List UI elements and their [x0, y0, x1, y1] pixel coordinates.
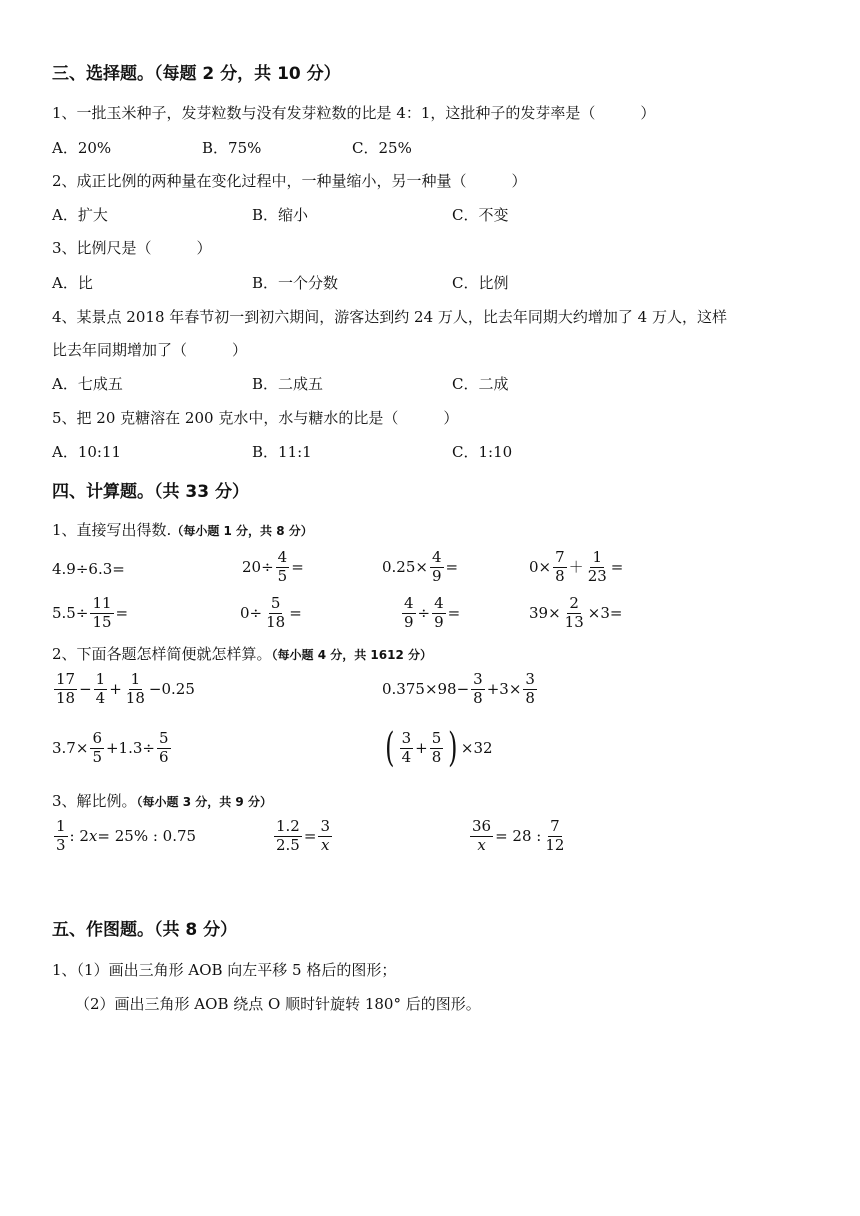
question-4-option-a: A．七成五: [52, 375, 123, 393]
direct-calc-7-fraction-1: [402, 596, 416, 631]
right-parenthesis: ): [448, 725, 458, 771]
question-2-stem: 2、成正比例的两种量在变化过程中，一种量缩小，另一种量（ ）: [52, 172, 527, 190]
direct-calc-3-equals: =: [445, 557, 459, 576]
calc-part-3-label: 3、解比例。: [52, 792, 137, 810]
fraction-numerator: 17: [56, 670, 76, 688]
fraction-numerator: 1: [130, 670, 141, 688]
fraction-numerator: 5: [431, 728, 442, 747]
fraction-numerator: 1: [592, 548, 602, 566]
drawing-task-line-1: 1、（1）画出三角形 AOB 向左平移 5 格后的图形；: [52, 961, 397, 979]
fraction-numerator: 2: [569, 594, 579, 612]
fraction-denominator: 5: [277, 566, 288, 585]
direct-calc-6-fraction: [264, 596, 287, 631]
question-5-option-a: A．10:11: [52, 443, 122, 461]
fraction-denominator: 9: [404, 612, 414, 631]
equals-sign: =: [303, 826, 317, 845]
fraction-numerator: 1: [56, 817, 66, 835]
calc-part-1-note: （每小题 1 分，共 8 分）: [171, 524, 313, 538]
simplify-c-middle: +1.3÷: [105, 738, 155, 757]
direct-calc-2-fraction: [276, 550, 290, 585]
simplify-c-fraction-2: [157, 731, 171, 766]
question-1-option-b: B．75%: [202, 139, 262, 157]
direct-calc-1-text: 4.9÷6.3=: [52, 560, 125, 578]
direct-calc-5: [52, 596, 128, 631]
fraction-numerator: 7: [555, 548, 565, 566]
direct-calc-8-suffix: ×3=: [587, 603, 623, 622]
calc-part-3-note: （每小题 3 分，共 9 分）: [136, 795, 272, 809]
question-1-option-c: C．25%: [352, 139, 412, 157]
question-4-stem-line-2: 比去年同期增加了（ ）: [52, 341, 248, 359]
fraction-denominator: 12: [545, 835, 565, 854]
fraction-denominator: 3: [56, 835, 66, 854]
question-1-stem: 1、一批玉米种子，发芽粒数与没有发芽粒数的比是 4：1，这批种子的发芽率是（ ）: [52, 104, 656, 122]
fraction-denominator: 23: [587, 566, 607, 585]
question-2-option-a: A．扩大: [52, 206, 108, 224]
question-2-option-b: B．缩小: [252, 206, 309, 224]
question-3-option-a: A．比: [52, 274, 93, 292]
fraction-denominator: 18: [266, 612, 286, 631]
direct-calc-6: [240, 596, 302, 631]
proportion-c-fraction-2: [543, 819, 566, 854]
direct-calc-2-prefix: 20÷: [242, 557, 274, 576]
divide-operator: ÷: [417, 603, 431, 622]
direct-calc-1: [52, 562, 125, 577]
simplify-calc-d: [382, 725, 493, 771]
simplify-a-tail: −0.25: [148, 679, 195, 698]
simplify-a-fraction-1: [54, 672, 77, 707]
proportion-b-fraction-1: [274, 819, 302, 854]
simplify-b-fraction-1: [471, 672, 485, 707]
direct-calc-7: [400, 596, 460, 631]
direct-calc-8: [529, 596, 622, 631]
calc-part-1-label: 1、直接写出得数.: [52, 521, 172, 539]
proportion-c-fraction-1: [470, 819, 493, 854]
fraction-numerator: 3: [401, 728, 412, 747]
simplify-d-fraction-2: [430, 728, 444, 766]
fraction-denominator: 15: [92, 612, 112, 631]
simplify-b-prefix: 0.375×98−: [382, 679, 470, 698]
fraction-numerator: 4: [431, 548, 442, 566]
proportion-c: [468, 819, 568, 854]
proportion-a-ratio: : 2: [69, 826, 89, 845]
simplify-calc-a: [52, 672, 195, 707]
fraction-numerator: 36: [472, 817, 492, 835]
left-parenthesis: (: [385, 725, 395, 771]
variable-x: x: [88, 826, 98, 845]
simplify-d-fraction-1: [400, 728, 414, 766]
proportion-a-fraction: [54, 819, 68, 854]
direct-calc-2-equals: =: [291, 557, 304, 576]
calc-part-3-title: [52, 794, 272, 809]
plus-operator: +: [415, 738, 428, 757]
minus-operator: −: [79, 679, 92, 698]
proportion-a: [52, 819, 196, 854]
fraction-numerator: 7: [550, 817, 560, 835]
fraction-denominator: 13: [564, 612, 584, 631]
simplify-a-fraction-3: [124, 672, 147, 707]
fraction-numerator: 4: [277, 548, 288, 566]
question-1-option-a: A．20%: [52, 139, 112, 157]
calc-part-2-label: 2、下面各题怎样简便就怎样算。: [52, 645, 272, 663]
direct-calc-6-equals: =: [289, 603, 302, 622]
simplify-c-fraction-1: [90, 731, 104, 766]
simplify-calc-c: [52, 731, 173, 766]
fraction-denominator: 8: [431, 747, 442, 766]
simplify-b-middle: +3×: [486, 679, 522, 698]
fraction-denominator: 6: [158, 747, 169, 766]
proportion-a-rhs: = 25% : 0.75: [97, 826, 197, 845]
section-5-heading: 五、作图题。（共 8 分）: [52, 920, 238, 940]
direct-calc-4: [529, 550, 623, 585]
fraction-numerator: 5: [158, 729, 169, 747]
fraction-denominator: 9: [431, 566, 442, 585]
question-5-option-c: C．1:10: [452, 443, 513, 461]
fraction-numerator: 1: [95, 670, 106, 688]
direct-calc-4-equals: =: [610, 557, 624, 576]
fraction-numerator: 1.2: [276, 817, 300, 835]
fraction-denominator: 9: [434, 612, 444, 631]
direct-calc-7-equals: =: [447, 603, 461, 622]
calc-part-2-title: [52, 647, 432, 662]
direct-calc-4-fraction-2: [586, 550, 609, 585]
direct-calc-4-prefix: 0×: [529, 557, 552, 576]
fraction-denominator: 8: [525, 688, 535, 707]
section-3-heading: 三、选择题。（每题 2 分，共 10 分）: [52, 64, 341, 84]
direct-calc-7-fraction-2: [432, 596, 446, 631]
fraction-denominator: 2.5: [276, 835, 300, 854]
plus-operator: ＋: [568, 557, 584, 576]
plus-operator: +: [109, 679, 122, 698]
direct-calc-5-prefix: 5.5÷: [52, 603, 89, 622]
fraction-numerator: 3: [473, 670, 483, 688]
direct-calc-3-fraction: [430, 550, 444, 585]
question-5-option-b: B．11:1: [252, 443, 312, 461]
calc-part-1-title: [52, 523, 313, 538]
fraction-denominator: 18: [125, 688, 145, 707]
question-4-option-b: B．二成五: [252, 375, 324, 393]
fraction-denominator: 8: [473, 688, 483, 707]
question-4-option-c: C．二成: [452, 375, 509, 393]
question-2-option-c: C．不变: [452, 206, 509, 224]
question-5-stem: 5、把 20 克糖溶在 200 克水中，水与糖水的比是（ ）: [52, 409, 459, 427]
direct-calc-6-prefix: 0÷: [240, 603, 263, 622]
fraction-numerator: 3: [320, 817, 330, 835]
fraction-numerator: 4: [404, 594, 414, 612]
direct-calc-8-fraction: [563, 596, 586, 631]
question-3-stem: 3、比例尺是（ ）: [52, 239, 212, 257]
fraction-denominator: 18: [56, 688, 76, 707]
fraction-denominator: x: [477, 835, 486, 854]
simplify-calc-b: [382, 672, 539, 707]
section-4-heading: 四、计算题。（共 33 分）: [52, 482, 249, 502]
fraction-denominator: 4: [401, 747, 412, 766]
fraction-numerator: 6: [92, 729, 102, 747]
question-4-stem-line-1: 4、某景点 2018 年春节初一到初六期间，游客达到约 24 万人，比去年同期大约增加了 4 万人，这样: [52, 308, 727, 326]
fraction-numerator: 4: [434, 594, 444, 612]
drawing-task-line-2: （2）画出三角形 AOB 绕点 O 顺时针旋转 180° 后的图形。: [75, 995, 481, 1013]
direct-calc-5-equals: =: [115, 603, 129, 622]
fraction-denominator: 5: [92, 747, 102, 766]
direct-calc-2: [242, 550, 304, 585]
direct-calc-8-prefix: 39×: [529, 603, 561, 622]
fraction-denominator: x: [320, 835, 330, 854]
simplify-a-fraction-2: [94, 672, 108, 707]
calc-part-2-note: （每小题 4 分，共 1612 分）: [271, 648, 433, 662]
fraction-numerator: 5: [270, 594, 281, 612]
question-3-option-b: B．一个分数: [252, 274, 339, 292]
fraction-numerator: 3: [525, 670, 535, 688]
fraction-numerator: 11: [92, 594, 112, 612]
proportion-c-middle: = 28 :: [495, 826, 542, 845]
proportion-b: [272, 819, 334, 854]
simplify-c-prefix: 3.7×: [52, 738, 89, 757]
fraction-denominator: 8: [555, 566, 565, 585]
simplify-b-fraction-2: [523, 672, 537, 707]
question-3-option-c: C．比例: [452, 274, 509, 292]
direct-calc-3: [382, 550, 458, 585]
simplify-d-tail: ×32: [460, 738, 493, 757]
direct-calc-3-prefix: 0.25×: [382, 557, 428, 576]
direct-calc-4-fraction-1: [553, 550, 567, 585]
proportion-b-fraction-2: [318, 819, 332, 854]
fraction-denominator: 4: [95, 688, 106, 707]
direct-calc-5-fraction: [90, 596, 113, 631]
